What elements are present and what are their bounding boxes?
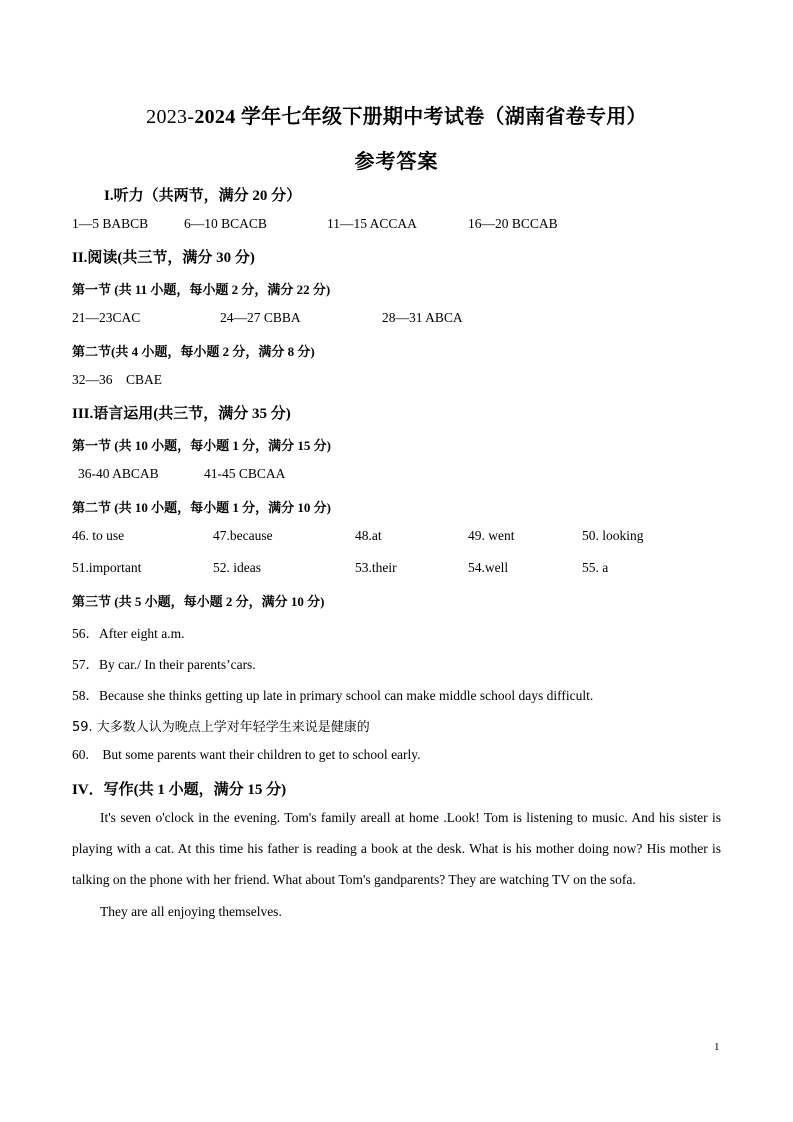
language-part3-heading: 第三节 (共 5 小题，每小题 2 分，满分 10 分) xyxy=(72,594,325,609)
fill-blank-answer: 53.their xyxy=(355,560,397,575)
answer-group: 11—15 ACCAA xyxy=(327,216,417,231)
title-year-start: 2023- xyxy=(146,106,195,128)
answer-group: 36-40 ABCAB xyxy=(78,466,159,481)
short-answer: 60. But some parents want their children to get to school early. xyxy=(72,747,421,762)
answer-group: 16—20 BCCAB xyxy=(468,216,558,231)
reading-part1-heading: 第一节 (共 11 小题，每小题 2 分，满分 22 分) xyxy=(72,282,331,297)
fill-blank-answer: 47.because xyxy=(213,528,273,543)
answer-group: 41-45 CBCAA xyxy=(204,466,286,481)
fill-blank-answer: 52. ideas xyxy=(213,560,261,575)
sample-essay-closing: They are all enjoying themselves. xyxy=(100,904,282,919)
short-answer: 58．Because she thinks getting up late in primary school can make middle school days difficult. xyxy=(72,688,594,703)
reading-part2-heading: 第二节(共 4 小题，每小题 2 分，满分 8 分) xyxy=(72,344,315,359)
fill-blank-answer: 48.at xyxy=(355,528,382,543)
fill-blank-answer: 54.well xyxy=(468,560,509,575)
document-subtitle: 参考答案 xyxy=(354,151,439,173)
fill-blank-answer: 49. went xyxy=(468,528,515,543)
short-answer-translation: 59. 大多数人认为晚点上学对年轻学生来说是健康的 xyxy=(72,720,370,735)
sample-essay-paragraph: It's seven o'clock in the evening. Tom's family areall at home .Look! Tom is listening to music. And his sister is playing with a cat. At this time his father is reading a book at the desk. What is his mother doing now? His mother is talking on the phone with her friend. What about Tom's gandparents? They are watching TV on the sofa. xyxy=(72,810,721,887)
fill-blank-answer: 50. looking xyxy=(582,528,644,543)
fill-blank-answer: 55. a xyxy=(582,560,609,575)
answer-group: 6—10 BCACB xyxy=(184,216,267,231)
short-answer: 56．After eight a.m. xyxy=(72,626,185,641)
answer-group: 28—31 ABCA xyxy=(382,310,463,325)
section-reading-heading: II.阅读(共三节，满分 30 分) xyxy=(72,250,255,266)
section-listening-heading: I.听力（共两节，满分 20 分） xyxy=(104,188,302,204)
fill-blank-answer: 51.important xyxy=(72,560,142,575)
page-number: 1 xyxy=(714,1041,720,1053)
fill-blank-answer: 46. to use xyxy=(72,528,125,543)
section-language-use-heading: III.语言运用(共三节，满分 35 分) xyxy=(72,406,291,422)
answer-group: 24—27 CBBA xyxy=(220,310,301,325)
section-writing-heading: IV．写作(共 1 小题，满分 15 分) xyxy=(72,782,287,798)
answer-group: 21—23CAC xyxy=(72,310,141,325)
title-main: 2024 学年七年级下册期中考试卷（湖南省卷专用） xyxy=(194,106,647,128)
answer-group: 1—5 BABCB xyxy=(72,216,149,231)
language-part2-heading: 第二节 (共 10 小题，每小题 1 分，满分 10 分) xyxy=(72,500,331,515)
document-title xyxy=(0,100,793,129)
answer-group: 32—36 CBAE xyxy=(72,372,163,387)
short-answer: 57．By car./ In their parents’cars. xyxy=(72,657,256,672)
language-part1-heading: 第一节 (共 10 小题，每小题 1 分，满分 15 分) xyxy=(72,438,331,453)
